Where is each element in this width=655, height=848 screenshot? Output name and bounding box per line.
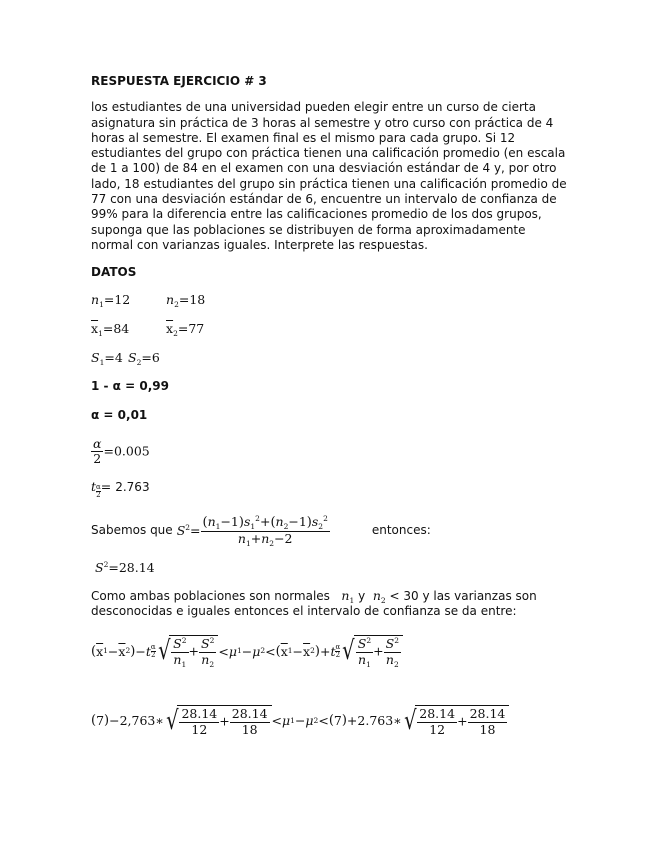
- x1-mean: $\overline{x}_1=84$: [91, 320, 130, 338]
- t-value-row: t $\frac{\alpha}{2}$ = 2.763: [91, 478, 150, 499]
- alpha-half-row: $\frac{\alpha}{2}$ =0.005: [93, 435, 150, 466]
- problem-statement: los estudiantes de una universidad pueden elegir entre un curso de cierta asignatura sin práctica de 3 horas al semestre y otro curso con práctica de 4 horas al semestre. El examen final es el mismo para cada grupo. Si 12 estudiantes del grupo con práctica tienen una calificación promedio (en escala de 1 a 100) de 84 en el examen con una desviación estándar de 4 y, por otro lado, 18 estudiantes del grupo sin práctica tienen una calificación promedio de 77 con una desviación estándar de 6, encuentre un intervalo de confianza de 99% para la diferencia entre las calificaciones promedio de los dos grupos, suponga que las poblaciones se distribuyen de forma aproximadamente normal con varianzas iguales. Interprete las respuestas.: [91, 100, 567, 252]
- n1-value: $n_1=12$: [91, 291, 131, 309]
- datos-heading: DATOS: [91, 265, 137, 280]
- alpha-value: α = 0,01: [91, 407, 148, 422]
- alpha-over-2: $\frac{\alpha}{2}$: [93, 435, 102, 466]
- x2-mean: $\overline{x}_2=77$: [166, 320, 205, 338]
- pooled-variance-formula: Sabemos que $S^2=$ $\frac{(n_1-1)s_1^2+(n_2-1)s_2^2}{n_1+n_2-2}$ entonces:: [91, 513, 431, 548]
- std-dev-row: [91, 350, 571, 368]
- s1-value: $S_1=4$: [91, 349, 123, 367]
- conditions-paragraph: Como ambas poblaciones son normales $n_1$ y $n_2 < 30$ y las varianzas son desconocidas e iguales entonces el intervalo de confianza se da entre:: [91, 587, 537, 619]
- confidence-interval-formula: ( $\overline{x}$ 1 − $\overline{x}$ 2 ) − t α 2 √ $\frac{S^2}{n_1}$ + $\frac{S^2}{n_2}$ < μ 1 − μ 2 < ( $\overline{x}$ 1 − $\overline{x}$ 2 ) + t α 2 √ $\frac{S^2}{n_1}$ + $\frac{S^2}{n_2}$: [91, 635, 571, 667]
- n2-value: $n_2=18$: [166, 291, 206, 309]
- confidence-interval-substitution: ( 7 ) − 2,763 ∗ √ $\frac{28.14}{12}$ + $\frac{28.14}{18}$ < μ 1 − μ 2 < ( 7 ) + 2.763 ∗ √ $\frac{28.14}{12}$ + $\frac{28.14}{18}$: [91, 705, 571, 737]
- pooled-variance-result: $S^2=28.14$: [94, 559, 155, 575]
- pooled-variance-fraction: $\frac{(n_1-1)s_1^2+(n_2-1)s_2^2}{n_1+n_2-2}$: [202, 513, 328, 548]
- document-page: [91, 74, 571, 737]
- means-row: [91, 321, 571, 339]
- page-title: RESPUESTA EJERCICIO # 3: [91, 74, 267, 88]
- confidence-level: 1 - α = 0,99: [91, 378, 169, 393]
- s2-value: $S_2=6$: [128, 349, 160, 367]
- sample-sizes-row: [91, 292, 571, 310]
